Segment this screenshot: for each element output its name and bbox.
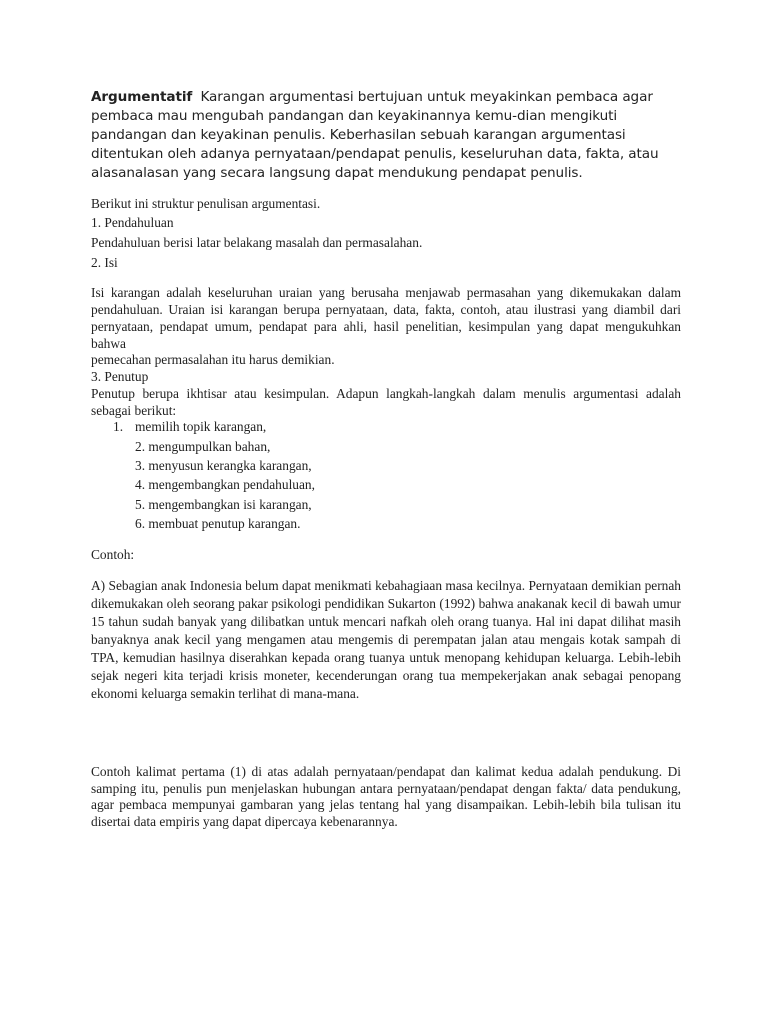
step-number: 1.	[113, 419, 124, 434]
section-2-title: 2. Isi	[91, 255, 118, 270]
step-item: 2. mengumpulkan bahan,	[135, 439, 271, 454]
step-item: 4. mengembangkan pendahuluan,	[135, 477, 315, 493]
section-3-title: 3. Penutup	[91, 369, 149, 384]
step-text: memilih topik karangan,	[135, 419, 267, 434]
step-item: 6. membuat penutup karangan.	[135, 515, 301, 531]
section-1-title: 1. Pendahuluan	[91, 215, 174, 230]
intro-heading: Argumentatif	[91, 89, 193, 105]
structure-lead: Berikut ini struktur penulisan argumentasi.	[91, 196, 321, 211]
step-item-1	[113, 418, 266, 435]
example-label: Contoh:	[91, 547, 135, 562]
steps-list	[135, 437, 315, 533]
step-item: 3. menyusun kerangka karangan,	[135, 458, 312, 474]
intro-paragraph	[91, 88, 681, 183]
example-explanation: Contoh kalimat pertama (1) di atas adalah pernyataan/pendapat dan kalimat kedua adalah pendukung. Di samping itu, penulis pun menjelaskan hubungan antara pernyataan/pendapat dengan fakta/ data pendukung, agar pembaca mempunyai gambaran yang jelas tentang hal yang disampaikan. Lebih-lebih bila tulisan itu disertai data empiris yang dapat dipercaya kebenarannya.	[91, 764, 681, 829]
section-1-text: Pendahuluan berisi latar belakang masalah dan permasalahan.	[91, 235, 423, 250]
section-2-text: Isi karangan adalah keseluruhan uraian yang berusaha menjawab permasahan yang dikemukakan dalam pendahuluan. Uraian isi karangan berupa pernyataan, data, fakta, contoh, atau ilustrasi yang diambil dari pernyataan, pendapat umum, pendapat para ahli, hasil penelitian, kesimpulan yang dapat mengukuhkan bahwa	[91, 285, 681, 351]
intro-text: Karangan argumentasi bertujuan untuk meyakinkan pembaca agar pembaca mau mengubah pandangan dan keyakinannya kemu-dian mengikuti pandangan dan keyakinan penulis. Keberhasilan sebuah karangan argumentasi ditentukan oleh adanya pernyataan/pendapat penulis, keseluruhan data, fakta, atau alasanalasan yang secara langsung dapat mendukung pendapat penulis.	[91, 89, 659, 181]
step-item: 5. mengembangkan isi karangan,	[135, 496, 312, 512]
section-3-text: Penutup berupa ikhtisar atau kesimpulan. Adapun langkah-langkah dalam menulis argumentasi adalah sebagai berikut:	[91, 386, 681, 418]
example-paragraph: A) Sebagian anak Indonesia belum dapat menikmati kebahagiaan masa kecilnya. Pernyataan demikian pernah dikemukakan oleh seorang pakar psikologi pendidikan Sukarton (1992) bahwa anakanak kecil di bawah umur 15 tahun sudah banyak yang dilibatkan untuk mencari nafkah oleh orang tuanya. Hal ini dapat dilihat masih banyaknya anak kecil yang mengamen atau mengemis di perempatan jalan atau mengais kotak sampah di TPA, kemudian hasilnya diserahkan kepada orang tuanya untuk menopang kehidupan keluarga. Lebih-lebih sejak negeri kita terjadi krisis moneter, kecenderungan orang tua mempekerjakan anak sebagai penopang ekonomi keluarga semakin terlihat di mana-mana.	[91, 578, 681, 701]
section-2-text-cont: pemecahan permasalahan itu harus demikian.	[91, 352, 335, 367]
